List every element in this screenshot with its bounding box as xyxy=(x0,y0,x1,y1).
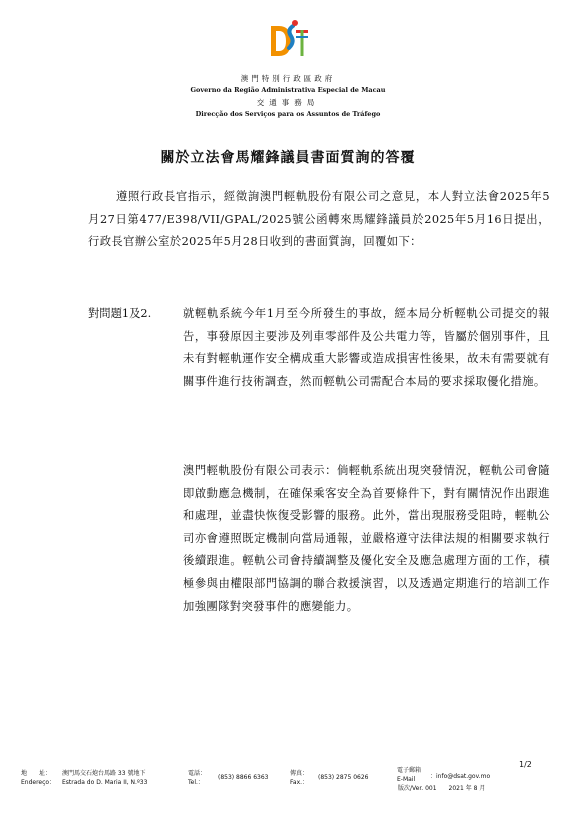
document-title: 關於立法會馬耀鋒議員書面質詢的答覆 xyxy=(160,150,416,166)
footer-tel-label: 電話： Tel.： xyxy=(188,770,207,786)
footer-address: 澳門馬交石炮台馬路 33 號地下 Estrada do D. Maria II, N.º33 xyxy=(62,770,148,786)
intro-paragraph: 遵照行政長官指示，經徵詢澳門輕軌股份有限公司之意見，本人對立法會2025年5月27日第477/E398/VII/GPAL/2025號公函轉來馬耀鋒議員於2025年5月16日提出，行政長官辦公室於2025年5月28日收到的書面質詢，回覆如下： xyxy=(88,190,550,249)
footer-email-label: 電子郵箱 E-Mail xyxy=(397,767,422,783)
footer-fax-label: 傳真： Fax.： xyxy=(290,770,309,786)
answer-paragraph-1: 就輕軌系統今年1月至今所發生的事故，經本局分析輕軌公司提交的報告，事發原因主要涉及列車零部件及公共電力等，皆屬於個別事件，且未有對輕軌運作安全構成重大影響或造成損害性後果，故未有需要就有關事件進行技術調查，然而輕軌公司需配合本局的要求採取優化措施。 xyxy=(183,307,550,388)
header-department-pt: Direcção dos Serviços para os Assuntos de Tráfego xyxy=(195,110,381,118)
dsat-logo xyxy=(265,18,311,64)
footer-address-label: 地 址： Endereço： xyxy=(21,770,56,786)
footer-email-link[interactable]: ：info@dsat.gov.mo xyxy=(430,773,491,780)
header-government-pt: Governo da Região Administrativa Especial de Macau xyxy=(190,86,386,94)
footer-version: 版次/Ver. 001 2021 年 8 月 xyxy=(398,785,486,792)
answer-paragraph-2: 澳門輕軌股份有限公司表示：倘輕軌系統出現突發情況，輕軌公司會隨即啟動應急機制，在確保乘客安全為首要條件下，對有關情況作出跟進和處理，並盡快恢復受影響的服務。此外，當出現服務受阻時，輕軌公司亦會遵照既定機制向當局通報，並嚴格遵守法律法規的相關要求執行後續跟進。輕軌公司會持續調整及優化安全及應急處理方面的工作，積極參與由權限部門協調的聯合救援演習，以及透過定期進行的培訓工作加強團隊對突發事件的應變能力。 xyxy=(183,464,550,613)
page-number: 1/2 xyxy=(519,760,532,769)
header-department-zh: 交通事務局 xyxy=(256,98,320,107)
header-government-zh: 澳門特別行政區政府 xyxy=(240,74,336,83)
footer-tel: (853) 8866 6363 xyxy=(218,774,269,781)
footer-fax: (853) 2875 0626 xyxy=(318,774,369,781)
question-label: 對問題1及2. xyxy=(88,307,152,320)
